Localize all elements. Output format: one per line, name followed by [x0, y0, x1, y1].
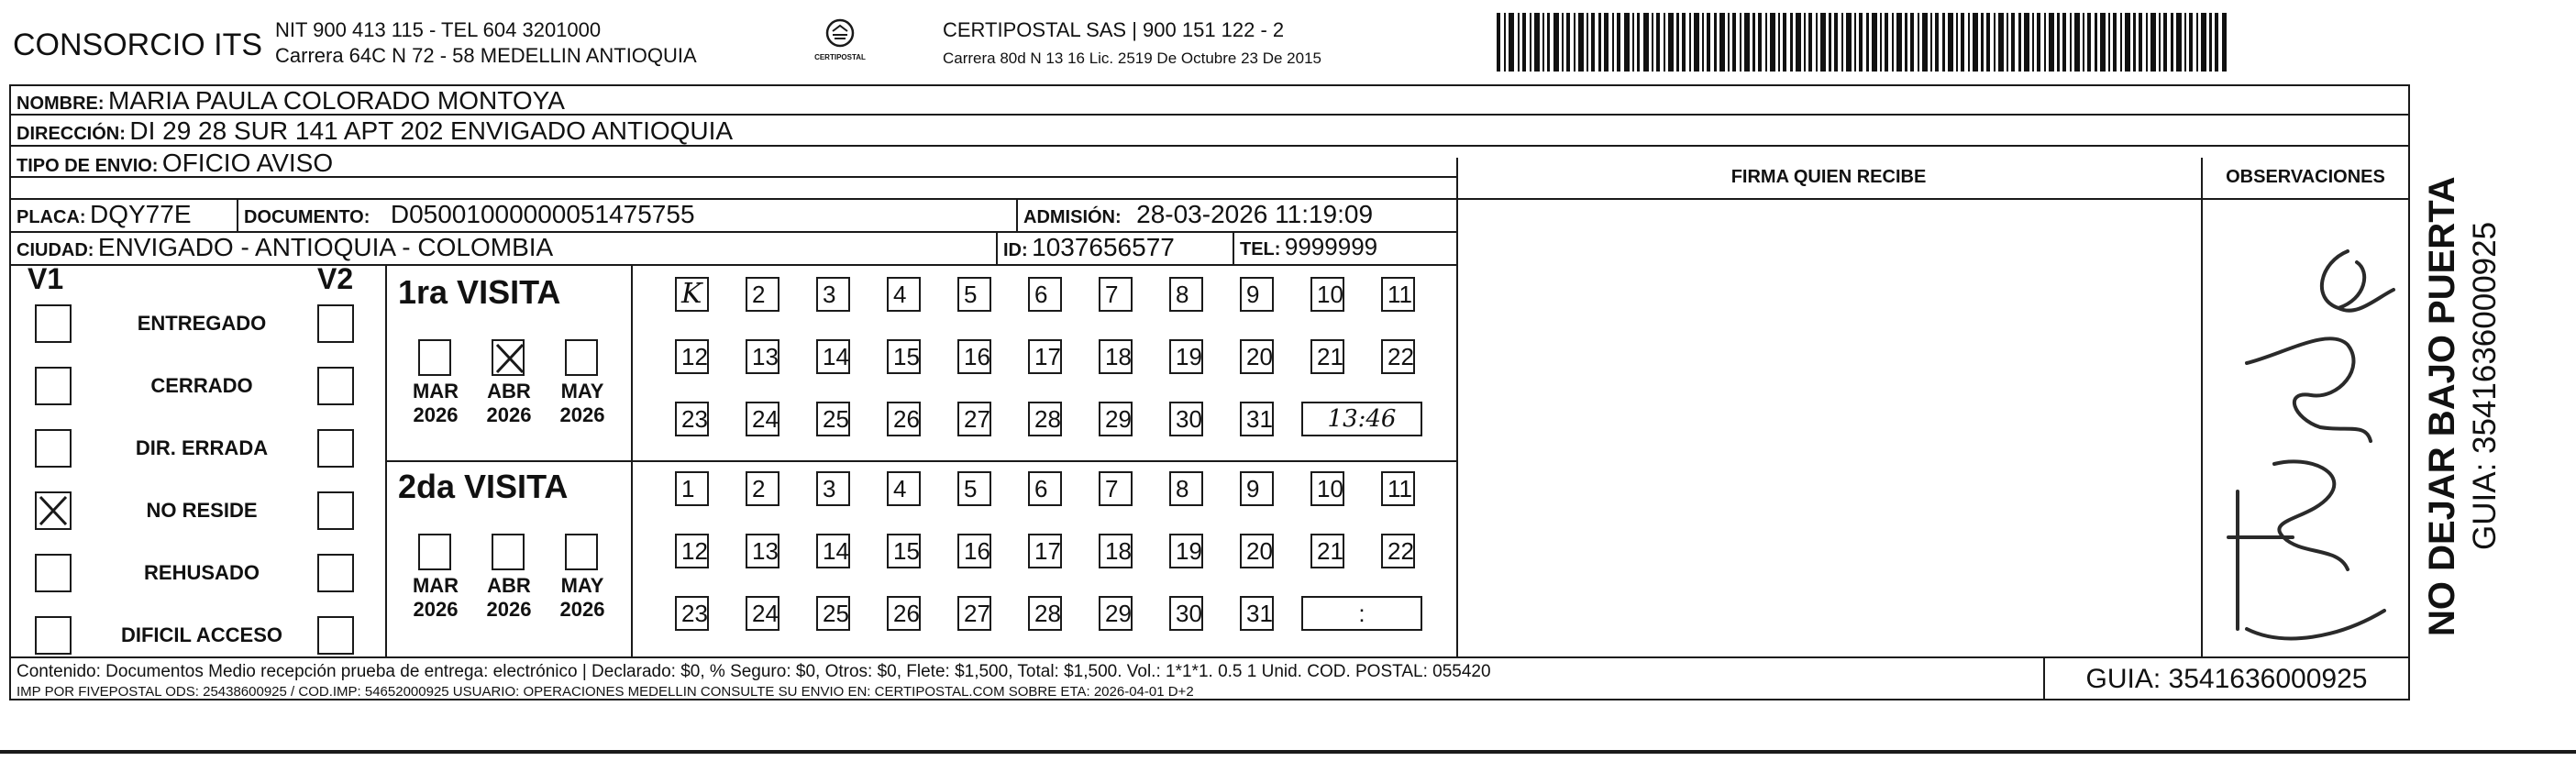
- company-name: CONSORCIO ITS: [13, 28, 263, 62]
- month-year: 2026: [413, 403, 459, 426]
- visit1-day-17[interactable]: 17: [1028, 339, 1062, 374]
- visits-divider: [385, 460, 1458, 462]
- ciudad-value: ENVIGADO - ANTIOQUIA - COLOMBIA: [97, 233, 554, 261]
- visit1-title: 1ra VISITA: [398, 273, 561, 311]
- tipo-row: [17, 149, 333, 178]
- footer-guia: GUIA: 3541636000925: [2085, 664, 2368, 694]
- visit2-month-box-abr[interactable]: [492, 534, 525, 570]
- visit1-day-20[interactable]: 20: [1240, 339, 1274, 374]
- placa-label: PLACA:: [17, 207, 86, 227]
- admision-label: ADMISIÓN:: [1023, 207, 1122, 227]
- visit1-month-label-may: [550, 380, 614, 427]
- direccion-value: DI 29 28 SUR 141 APT 202 ENVIGADO ANTIOQUIA: [129, 116, 734, 145]
- row-line-6: [9, 264, 1458, 266]
- visit1-day-27[interactable]: 27: [957, 402, 991, 436]
- status-label-cerrado: CERRADO: [150, 374, 253, 397]
- visit2-day-27[interactable]: 27: [957, 596, 991, 631]
- status-divider: [385, 264, 387, 656]
- status-label-dir-errada: DIR. ERRADA: [135, 436, 269, 459]
- visit2-day-22[interactable]: 22: [1381, 534, 1415, 568]
- visit2-day-23[interactable]: 23: [675, 596, 709, 631]
- nombre-label: NOMBRE:: [17, 94, 105, 114]
- month-year: 2026: [559, 403, 605, 426]
- visit1-day-29[interactable]: 29: [1099, 402, 1133, 436]
- v2-checkbox-dir-errada[interactable]: [317, 429, 354, 468]
- no-dejar-bajo-puerta: NO DEJAR BAJO PUERTA: [2422, 176, 2462, 636]
- visit2-day-26[interactable]: 26: [887, 596, 921, 631]
- visit2-day-25[interactable]: 25: [816, 596, 850, 631]
- footer-line: [9, 656, 2410, 658]
- month-name: MAY: [560, 574, 604, 597]
- visit1-day-2[interactable]: 2: [746, 277, 779, 312]
- nombre-row: [17, 86, 565, 116]
- tipo-value: OFICIO AVISO: [161, 149, 334, 177]
- month-name: MAY: [560, 380, 604, 403]
- visit1-day-11[interactable]: 11: [1381, 277, 1415, 312]
- ciudad-row: [17, 233, 553, 262]
- placa-value: DQY77E: [90, 200, 192, 228]
- visit1-day-1[interactable]: K: [675, 277, 709, 312]
- tipo-label: TIPO DE ENVIO:: [17, 156, 159, 176]
- observaciones-label: OBSERVACIONES: [2226, 167, 2385, 187]
- visit2-day-19[interactable]: 19: [1169, 534, 1203, 568]
- visit1-day-22[interactable]: 22: [1381, 339, 1415, 374]
- visit1-day-28[interactable]: 28: [1028, 402, 1062, 436]
- frame-right: [2408, 84, 2410, 700]
- visit2-day-7[interactable]: 7: [1099, 471, 1133, 506]
- status-label-dificil-acceso: DIFICIL ACCESO: [120, 623, 282, 646]
- visit2-day-16[interactable]: 16: [957, 534, 991, 568]
- carrier-line: CERTIPOSTAL SAS | 900 151 122 - 2: [943, 18, 1285, 41]
- visit2-day-10[interactable]: 10: [1310, 471, 1344, 506]
- documento-value: D05001000000051475755: [390, 200, 695, 228]
- visit2-month-label-abr: [477, 574, 541, 622]
- visit2-month-box-may[interactable]: [565, 534, 598, 570]
- visit1-time-box[interactable]: 13:46: [1301, 402, 1422, 436]
- license-line: Carrera 80d N 13 16 Lic. 2519 De Octubre 23 De 2015: [943, 50, 1321, 67]
- obs-left: [2201, 158, 2203, 658]
- visit2-day-13[interactable]: 13: [746, 534, 779, 568]
- month-year: 2026: [559, 598, 605, 621]
- tel-divider: [1233, 231, 1234, 264]
- firma-label: FIRMA QUIEN RECIBE: [1730, 167, 1927, 187]
- id-divider: [996, 231, 998, 264]
- visit2-day-2[interactable]: 2: [746, 471, 779, 506]
- visit1-day-21[interactable]: 21: [1310, 339, 1344, 374]
- company-address: Carrera 64C N 72 - 58 MEDELLIN ANTIOQUIA: [275, 44, 697, 67]
- certipostal-logo-icon: [807, 17, 873, 66]
- visit1-day-5[interactable]: 5: [957, 277, 991, 312]
- visit1-day-13[interactable]: 13: [746, 339, 779, 374]
- month-name: MAR: [412, 380, 459, 403]
- visit1-day-6[interactable]: 6: [1028, 277, 1062, 312]
- visit2-day-14[interactable]: 14: [816, 534, 850, 568]
- logo-text: CERTIPOSTAL: [814, 53, 866, 61]
- admision-row: [1023, 200, 1373, 229]
- visit1-day-14[interactable]: 14: [816, 339, 850, 374]
- visit2-day-15[interactable]: 15: [887, 534, 921, 568]
- status-label-rehusado: REHUSADO: [144, 561, 260, 584]
- side-guia: GUIA: 3541636000925: [2467, 221, 2503, 550]
- visit1-day-23[interactable]: 23: [675, 402, 709, 436]
- visit1-day-4[interactable]: 4: [887, 277, 921, 312]
- v2-header: V2: [317, 262, 354, 295]
- v1-checkbox-no-reside[interactable]: [35, 491, 72, 530]
- direccion-label: DIRECCIÓN:: [17, 124, 126, 144]
- visit2-day-9[interactable]: 9: [1240, 471, 1274, 506]
- visit2-day-18[interactable]: 18: [1099, 534, 1133, 568]
- visit1-day-3[interactable]: 3: [816, 277, 850, 312]
- month-year: 2026: [486, 598, 532, 621]
- id-row: [1003, 233, 1175, 262]
- visit1-day-31[interactable]: 31: [1240, 402, 1274, 436]
- visit2-day-6[interactable]: 6: [1028, 471, 1062, 506]
- nombre-value: MARIA PAULA COLORADO MONTOYA: [108, 86, 565, 115]
- visit2-day-3[interactable]: 3: [816, 471, 850, 506]
- visit2-day-5[interactable]: 5: [957, 471, 991, 506]
- visit1-day-24[interactable]: 24: [746, 402, 779, 436]
- visit2-month-box-mar[interactable]: [418, 534, 451, 570]
- v1-checkbox-cerrado[interactable]: [35, 367, 72, 405]
- visit1-day-12[interactable]: 12: [675, 339, 709, 374]
- visit1-day-25[interactable]: 25: [816, 402, 850, 436]
- visit1-day-30[interactable]: 30: [1169, 402, 1203, 436]
- v2-checkbox-dificil-acceso[interactable]: [317, 616, 354, 655]
- visit2-day-24[interactable]: 24: [746, 596, 779, 631]
- v1-checkbox-rehusado[interactable]: [35, 554, 72, 592]
- visit2-month-label-mar: [404, 574, 468, 622]
- admision-value: 28-03-2026 11:19:09: [1136, 200, 1374, 228]
- visit2-day-11[interactable]: 11: [1381, 471, 1415, 506]
- documento-label: DOCUMENTO:: [244, 207, 370, 227]
- handwritten-signature: [2210, 244, 2403, 647]
- visit2-time-box[interactable]: :: [1301, 596, 1422, 631]
- visit1-month-label-abr: [477, 380, 541, 427]
- visit2-day-17[interactable]: 17: [1028, 534, 1062, 568]
- visit1-day-19[interactable]: 19: [1169, 339, 1203, 374]
- visit2-day-1[interactable]: 1: [675, 471, 709, 506]
- visit1-day-8[interactable]: 8: [1169, 277, 1203, 312]
- visit1-month-label-mar: [404, 380, 468, 427]
- page-bottom-rule: [0, 750, 2576, 754]
- month-year: 2026: [413, 598, 459, 621]
- month-name: ABR: [487, 380, 531, 403]
- visit1-day-26[interactable]: 26: [887, 402, 921, 436]
- visit2-month-label-may: [550, 574, 614, 622]
- visit1-month-box-mar[interactable]: [418, 339, 451, 376]
- ciudad-label: CIUDAD:: [17, 240, 94, 260]
- visit2-day-28[interactable]: 28: [1028, 596, 1062, 631]
- visit2-title: 2da VISITA: [398, 468, 569, 505]
- status-label-no-reside: NO RESIDE: [146, 499, 258, 522]
- month-year: 2026: [486, 403, 532, 426]
- v1-checkbox-dir-errada[interactable]: [35, 429, 72, 468]
- id-value: 1037656577: [1032, 233, 1175, 261]
- tel-label: TEL:: [1240, 239, 1281, 259]
- visit2-day-12[interactable]: 12: [675, 534, 709, 568]
- visit1-month-box-abr[interactable]: [492, 339, 525, 376]
- documento-row: [244, 200, 695, 229]
- visit2-day-21[interactable]: 21: [1310, 534, 1344, 568]
- visit1-day-7[interactable]: 7: [1099, 277, 1133, 312]
- tel-value: 9999999: [1284, 233, 1378, 260]
- v2-checkbox-rehusado[interactable]: [317, 554, 354, 592]
- month-name: ABR: [487, 574, 531, 597]
- imp-line: IMP POR FIVEPOSTAL ODS: 25438600925 / COD.IMP: 54652000925 USUARIO: OPERACIONES MEDELLIN CONSULTE SU ENVIO EN: CERTIPOSTAL.COM SOBRE ETA: 2026-04-01 D+2: [17, 684, 1194, 700]
- barcode: [1497, 13, 2227, 72]
- visit1-day-18[interactable]: 18: [1099, 339, 1133, 374]
- visit2-day-29[interactable]: 29: [1099, 596, 1133, 631]
- v2-checkbox-entregado[interactable]: [317, 304, 354, 343]
- admision-divider: [1016, 198, 1018, 231]
- nit-line: NIT 900 413 115 - TEL 604 3201000: [275, 18, 602, 41]
- month-name: MAR: [412, 574, 459, 597]
- id-label: ID:: [1003, 240, 1028, 260]
- visit1-day-15[interactable]: 15: [887, 339, 921, 374]
- placa-divider: [237, 198, 238, 231]
- v2-checkbox-no-reside[interactable]: [317, 491, 354, 530]
- v1-checkbox-entregado[interactable]: [35, 304, 72, 343]
- visit2-day-8[interactable]: 8: [1169, 471, 1203, 506]
- contenido-line: Contenido: Documentos Medio recepción prueba de entrega: electrónico | Declarado: $0, % Seguro: $0, Otros: $0, Flete: $1,500, Total: $1,500. Vol.: 1*1*1. 0.5 1 Unid. COD. POSTAL: 055420: [17, 662, 1491, 681]
- direccion-row: [17, 116, 733, 146]
- v1-checkbox-dificil-acceso[interactable]: [35, 616, 72, 655]
- visit1-month-box-may[interactable]: [565, 339, 598, 376]
- v1-header: V1: [28, 262, 64, 295]
- visit2-day-30[interactable]: 30: [1169, 596, 1203, 631]
- months-divider: [631, 264, 633, 656]
- visit1-day-9[interactable]: 9: [1240, 277, 1274, 312]
- tel-row: [1240, 233, 1377, 261]
- visit1-day-10[interactable]: 10: [1310, 277, 1344, 312]
- visit2-day-4[interactable]: 4: [887, 471, 921, 506]
- v2-checkbox-cerrado[interactable]: [317, 367, 354, 405]
- visit2-day-31[interactable]: 31: [1240, 596, 1274, 631]
- visit2-day-20[interactable]: 20: [1240, 534, 1274, 568]
- visit1-day-16[interactable]: 16: [957, 339, 991, 374]
- status-label-entregado: ENTREGADO: [137, 312, 267, 335]
- placa-row: [17, 200, 192, 229]
- firma-left: [1456, 158, 1458, 658]
